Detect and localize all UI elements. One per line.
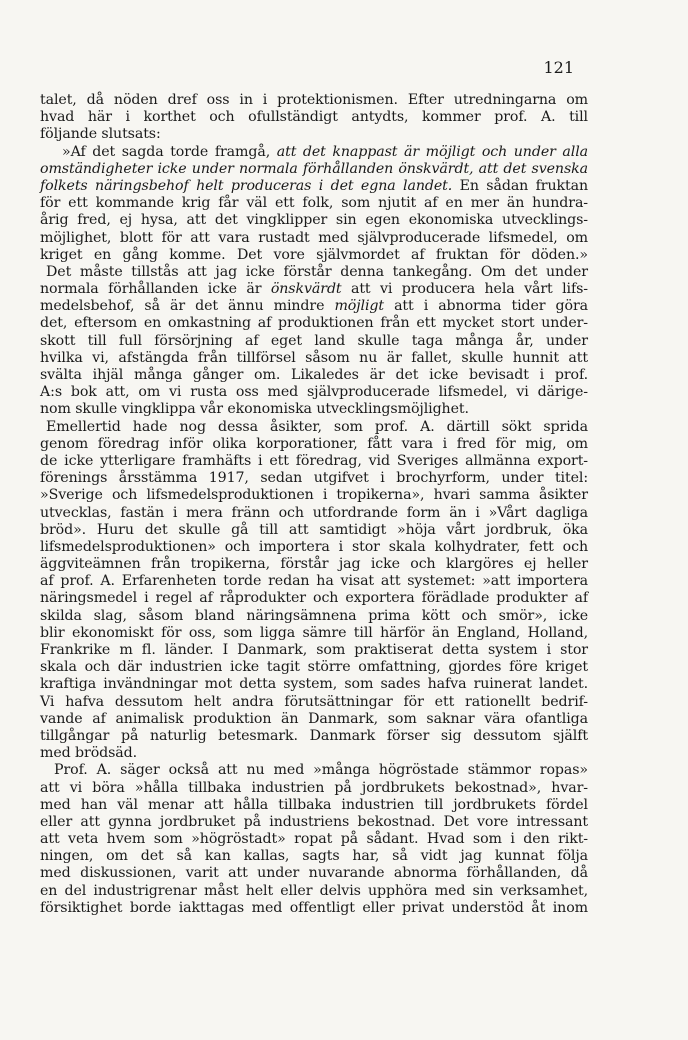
text-line (40, 745, 588, 762)
italic-text: att det knappast är möjligt och under alla (276, 143, 588, 160)
text-segment: »Af det sagda torde framgå, (62, 143, 277, 160)
text-line (40, 728, 588, 745)
text-line (40, 539, 588, 556)
text-segment: med brödsäd. (40, 745, 138, 762)
text-segment: utvecklas, fastän i mera fränn och utfordrande form än i »Vårt dagliga (40, 504, 588, 521)
text-segment: äggviteämnen från tropikerna, förstår jag icke och klargöres ej heller (40, 556, 588, 573)
text-segment: skilda slag, såsom bland näringsämnena prima kött och smör», icke (40, 607, 588, 624)
text-line (40, 453, 588, 470)
text-segment: förenings årsstämma 1917, sedan utgifvet i brochyrform, under titel: (40, 470, 588, 487)
text-segment: af prof. A. Erfarenheten torde redan ha visat att systemet: »att importera (40, 573, 588, 590)
text-segment: en del industrigrenar måst helt eller delvis upphöra med sin verksamhet, (40, 882, 588, 899)
text-line (40, 126, 588, 143)
text-segment: bröd». Huru det skulle gå till att samtidigt »höja vårt jordbruk, öka (40, 521, 588, 538)
text-line (40, 522, 588, 539)
text-segment: årig fred, ej hysa, att det vingklipper sin egen ekonomiska utvecklings- (40, 212, 588, 229)
text-segment: hvilka vi, afstängda från tillförsel såsom nu är fallet, skulle hunnit att (40, 349, 588, 366)
text-line (40, 419, 588, 436)
text-line (40, 659, 588, 676)
text-segment: med han väl menar att hålla tillbaka industrien till jordbrukets fördel (40, 796, 588, 813)
text-line (40, 642, 588, 659)
text-segment: eller att gynna jordbruket på industriens bekostnad. Det vore intressant (40, 813, 588, 830)
text-segment: möjlighet, blott för att vara rustadt med självproducerade lifsmedel, om (40, 229, 588, 246)
text-segment: hvad här i korthet och ofullständigt antydts, kommer prof. A. till (40, 109, 588, 126)
italic-text: önskvärdt (270, 281, 342, 298)
text-line (40, 92, 588, 109)
text-segment: talet, då nöden dref oss in i protektionismen. Efter utredningarna om (40, 92, 588, 108)
text-line (40, 333, 588, 350)
text-segment: Vi hafva dessutom helt andra förutsättningar för ett rationellt bedrif- (40, 693, 588, 710)
text-line (40, 401, 588, 418)
text-segment: tillgångar på naturlig betesmark. Danmark förser sig dessutom själft (40, 727, 588, 744)
text-line (40, 590, 588, 607)
text-segment: Emellertid hade nog dessa åsikter, som prof. A. därtill sökt sprida (46, 418, 588, 435)
italic-text: folkets näringsbehof helt produceras i det egna landet. (40, 177, 453, 194)
italic-text: möjligt (334, 298, 385, 315)
text-segment: Det måste tillstås att jag icke förstår denna tankegång. Om det under (46, 263, 588, 280)
text-line (40, 814, 588, 831)
text-segment: det, eftersom en omkastning af produktionen från ett mycket stort under- (40, 315, 588, 332)
text-line (40, 436, 588, 453)
text-segment: nom skulle vingklippa vår ekonomiska utvecklingsmöjlighet. (40, 401, 469, 418)
text-segment: kriget en gång komme. Det vore självmordet af fruktan för döden.» (40, 246, 588, 263)
text-line (40, 144, 588, 161)
text-segment: normala förhållanden icke är (40, 281, 271, 298)
text-segment: »Sverige och lifsmedelsproduktionen i tropikerna», hvari samma åsikter (40, 487, 588, 504)
text-segment: skott till full försörjning af eget land skulle taga många år, under (40, 332, 588, 349)
text-segment: för ett kommande krig får väl ett folk, som njutit af en mer än hundra- (40, 195, 588, 212)
text-segment: försiktighet borde iakttagas med offentligt eller privat understöd åt inom (40, 899, 588, 916)
text-line (40, 848, 588, 865)
text-line (40, 264, 588, 281)
text-line (40, 883, 588, 900)
text-segment: En sådan fruktan (452, 177, 588, 194)
text-line (40, 384, 588, 401)
text-segment: ningen, om det så kan kallas, sagts har, så vidt jag kunnat följa (40, 848, 588, 865)
text-line (40, 298, 588, 315)
text-segment: de icke ytterligare framhäfts i ett föredrag, vid Sveriges allmänna export- (40, 452, 588, 469)
text-line (40, 247, 588, 264)
text-line (40, 573, 588, 590)
text-segment: medelsbehof, så är det ännu mindre (40, 298, 335, 315)
text-line (40, 350, 588, 367)
text-line (40, 161, 588, 178)
text-line (40, 505, 588, 522)
text-segment: följande slutsats: (40, 126, 161, 143)
text-segment: svälta ihjäl många gånger om. Likaledes är det icke bevisadt i prof. (40, 367, 588, 383)
page-number: 121 (543, 58, 574, 77)
text-line (40, 797, 588, 814)
text-line (40, 487, 588, 504)
text-segment: att vi böra »hålla tillbaka industrien på jordbrukets bekostnad», hvar- (40, 779, 588, 796)
text-line (40, 831, 588, 848)
text-segment: lifsmedelsproduktionen» och importera i stor skala kolhydrater, fett och (40, 538, 588, 555)
body-text (40, 92, 588, 917)
text-segment: att vi producera hela vårt lifs- (341, 281, 588, 298)
text-segment: vande af animalisk produktion än Danmark, som saknar vära ofantliga (40, 710, 588, 727)
text-segment: näringsmedel i regel af råprodukter och exportera förädlade produkter af (40, 590, 588, 607)
text-line (40, 780, 588, 797)
text-line (40, 608, 588, 625)
text-line (40, 694, 588, 711)
text-segment: att i abnorma tider göra (384, 298, 588, 315)
text-segment: Prof. A. säger också att nu med »många högröstade stämmor ropas» (54, 762, 588, 779)
text-line (40, 195, 588, 212)
text-line (40, 281, 588, 298)
text-segment: genom föredrag inför olika korporationer, fått vara i fred för mig, om (40, 435, 588, 452)
text-line (40, 315, 588, 332)
text-segment: att veta hvem som »högröstadt» ropat på sådant. Hvad som i den rikt- (40, 831, 588, 848)
text-segment: blir ekonomiskt för oss, som ligga sämre till härför än England, Holland, (40, 624, 588, 641)
italic-text: omständigheter icke under normala förhållanden önskvärdt, att det svenska (40, 160, 588, 177)
text-line (40, 470, 588, 487)
text-line (40, 230, 588, 247)
text-line (40, 625, 588, 642)
text-line (40, 109, 588, 126)
text-line (40, 178, 588, 195)
text-line (40, 900, 588, 917)
text-line (40, 762, 588, 779)
text-line (40, 865, 588, 882)
text-line (40, 367, 588, 384)
text-segment: kraftiga invändningar mot detta system, som sades hafva ruinerat landet. (40, 676, 588, 693)
text-line (40, 212, 588, 229)
text-segment: med diskussionen, varit att under nuvarande abnorma förhållanden, då (40, 865, 588, 882)
text-line (40, 711, 588, 728)
text-segment: A:s bok att, om vi rusta oss med självproducerade lifsmedel, vi därige- (40, 384, 588, 401)
text-segment: Frankrike m fl. länder. I Danmark, som praktiserat detta system i stor (40, 642, 588, 658)
text-line (40, 676, 588, 693)
text-segment: skala och där industrien icke tagit större omfattning, gjordes före kriget (40, 659, 588, 676)
text-line (40, 556, 588, 573)
